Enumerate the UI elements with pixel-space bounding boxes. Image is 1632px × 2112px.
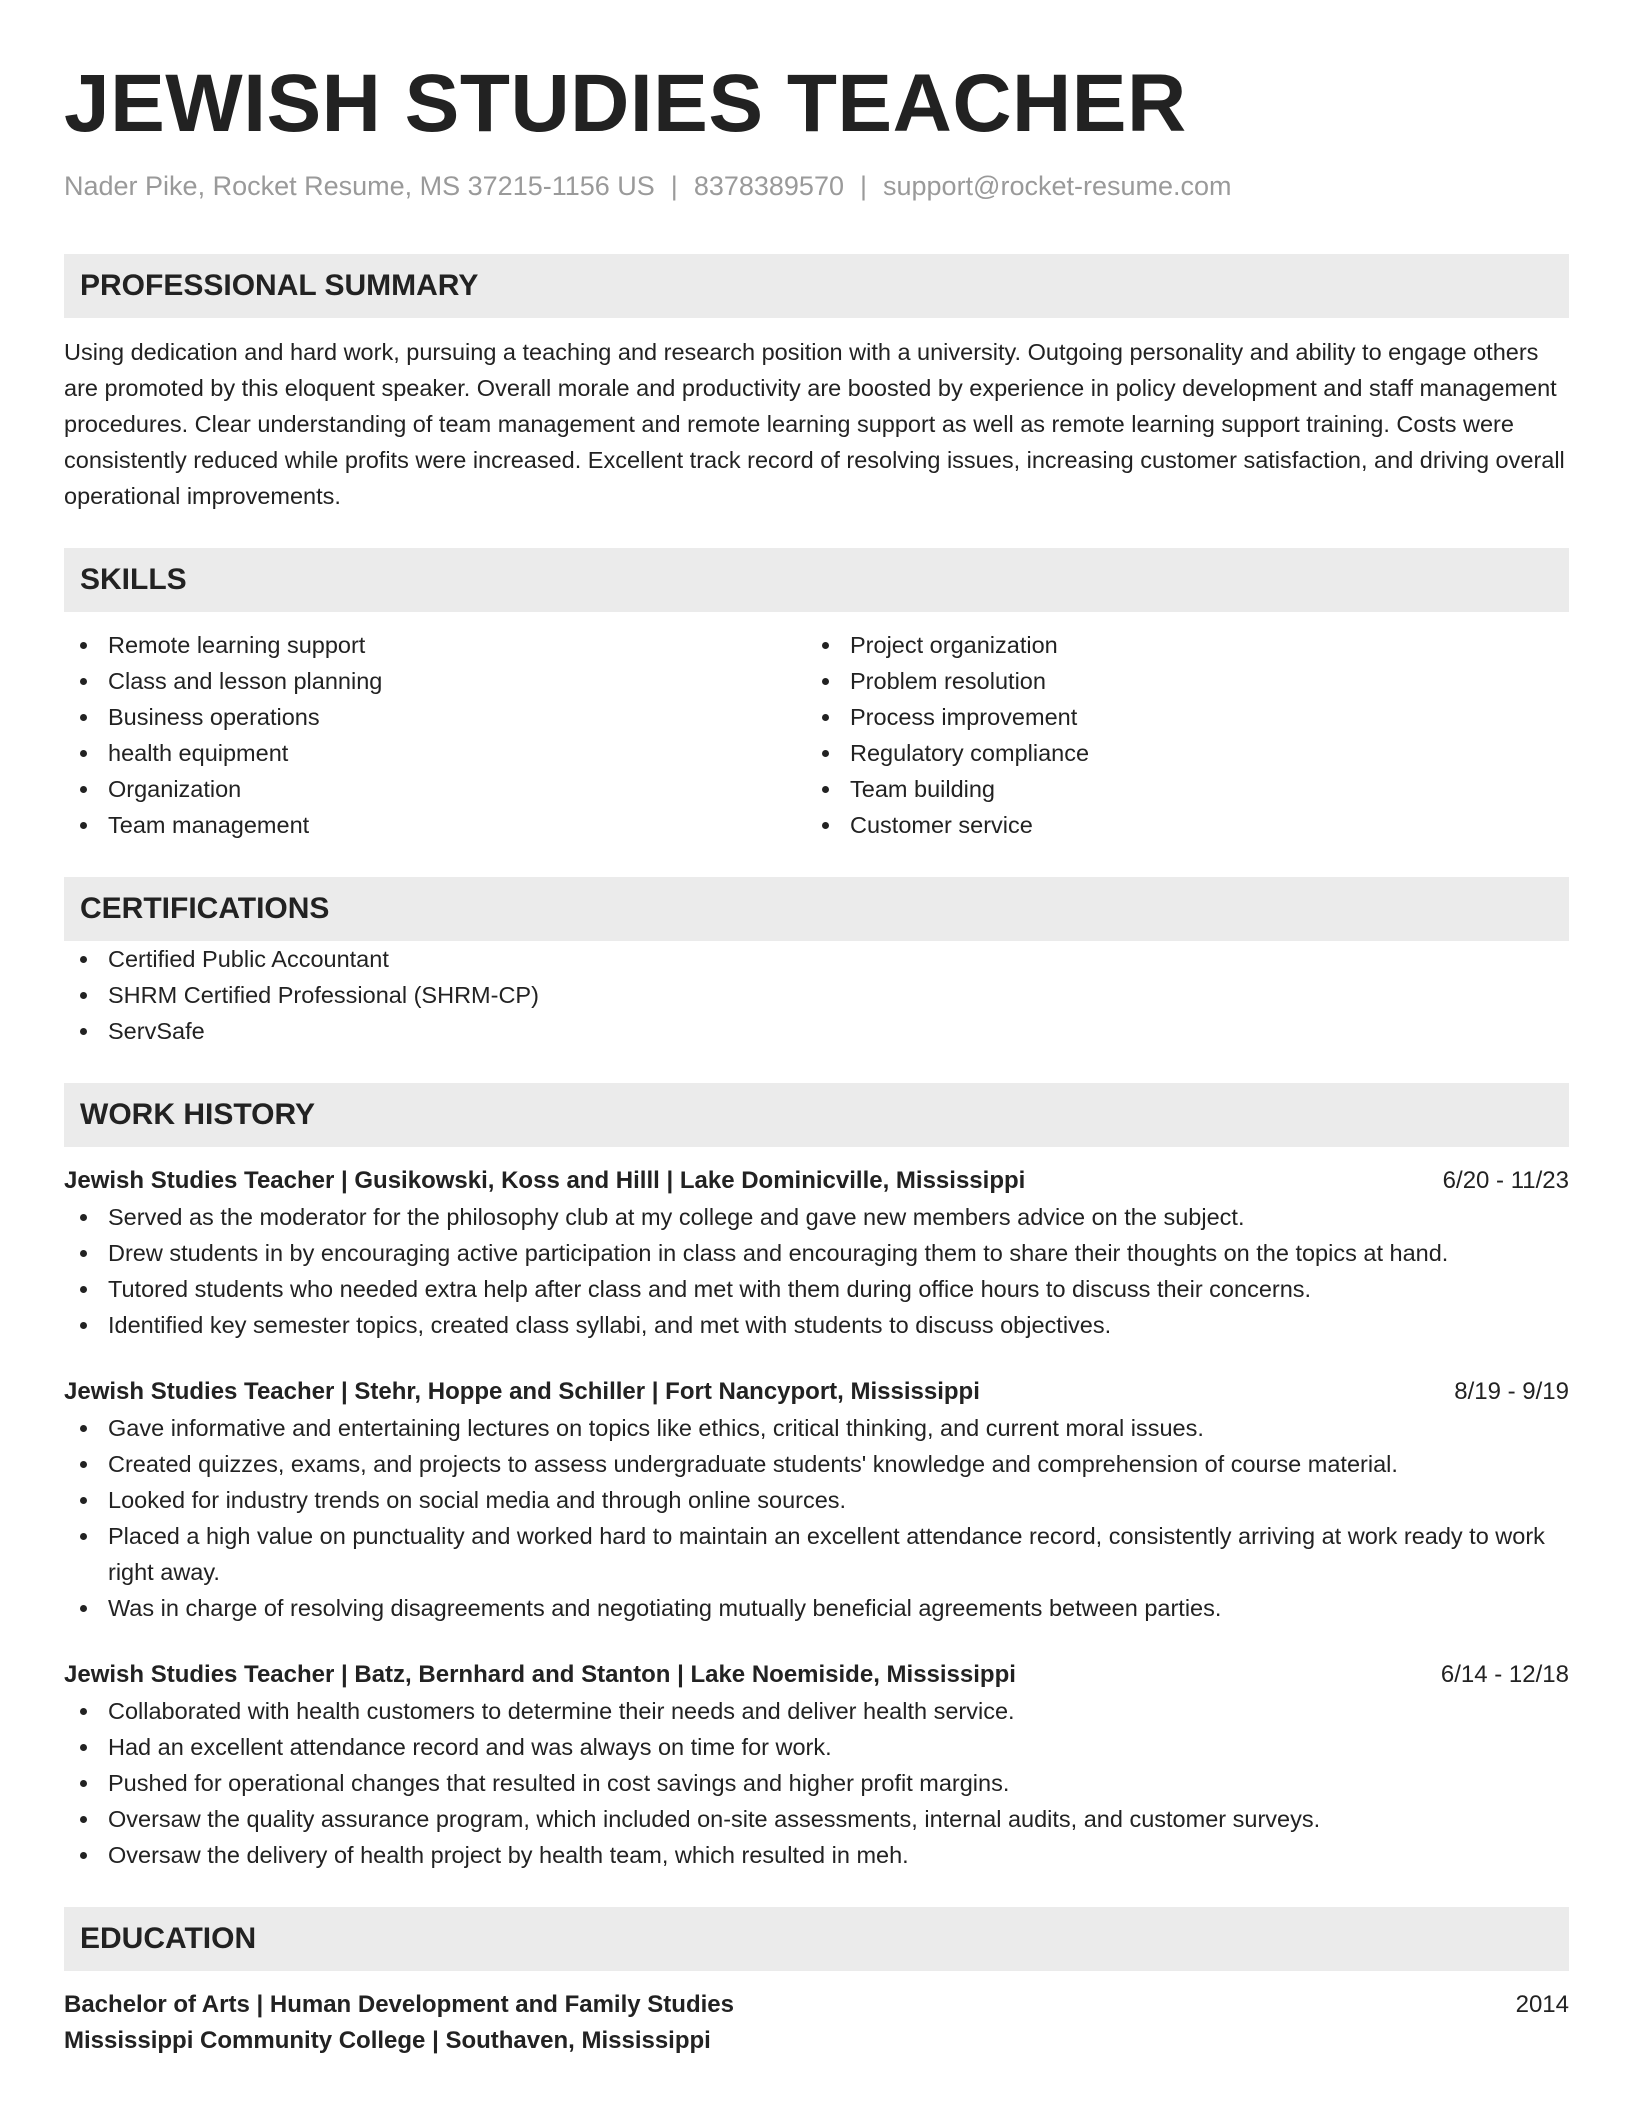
work-history-heading: WORK HISTORY	[64, 1083, 1569, 1147]
job-bullet: Tutored students who needed extra help after class and met with them during office hours to discuss their concerns.	[64, 1271, 1569, 1307]
job-bullet: Oversaw the delivery of health project by health team, which resulted in meh.	[64, 1837, 1569, 1873]
skills-list	[64, 627, 1569, 843]
skill-item: Problem resolution	[806, 663, 1548, 699]
education-degree: Bachelor of Arts | Human Development and Family Studies	[64, 1991, 734, 2018]
contact-address: Nader Pike, Rocket Resume, MS 37215-1156 US	[64, 171, 655, 201]
job-bullet: Oversaw the quality assurance program, which included on-site assessments, internal audits, and customer surveys.	[64, 1801, 1569, 1837]
job-bullet: Gave informative and entertaining lectures on topics like ethics, critical thinking, and current moral issues.	[64, 1410, 1569, 1446]
skill-item: Organization	[64, 771, 806, 807]
contact-line	[64, 168, 1569, 204]
job-bullet: Drew students in by encouraging active participation in class and encouraging them to share their thoughts on the topics at hand.	[64, 1235, 1569, 1271]
job-bullet: Collaborated with health customers to determine their needs and deliver health service.	[64, 1693, 1569, 1729]
job-bullet: Pushed for operational changes that resulted in cost savings and higher profit margins.	[64, 1765, 1569, 1801]
job-entry	[64, 1374, 1569, 1626]
certifications-heading: CERTIFICATIONS	[64, 877, 1569, 941]
job-header	[64, 1657, 1569, 1693]
certifications-list	[64, 941, 1569, 1049]
contact-separator: |	[670, 171, 678, 201]
contact-phone: 8378389570	[693, 171, 844, 201]
job-dates: 6/14 - 12/18	[1440, 1661, 1569, 1688]
resume-title: JEWISH STUDIES TEACHER	[64, 58, 1187, 149]
summary-text: Using dedication and hard work, pursuing a teaching and research position with a university. Outgoing personality and ability to engage others are promoted by this eloquent speaker. Overall morale and productivity are boosted by experience in policy development and staff management procedures. Clear understanding of team management and remote learning support as well as remote learning support training. Costs were consistently reduced while profits were increased. Excellent track record of resolving issues, increasing customer satisfaction, and driving overall operational improvements.	[64, 339, 1565, 509]
job-bullets	[64, 1199, 1569, 1343]
job-entry	[64, 1657, 1569, 1873]
job-header	[64, 1374, 1569, 1410]
education-school: Mississippi Community College | Southaven, Mississippi	[64, 2027, 711, 2054]
certification-item: SHRM Certified Professional (SHRM-CP)	[64, 977, 1569, 1013]
job-title: Jewish Studies Teacher | Batz, Bernhard and Stanton | Lake Noemiside, Mississippi	[64, 1661, 1016, 1688]
job-header	[64, 1163, 1569, 1199]
education-heading: EDUCATION	[64, 1907, 1569, 1971]
job-bullet: Identified key semester topics, created class syllabi, and met with students to discuss objectives.	[64, 1307, 1569, 1343]
skill-item: Remote learning support	[64, 627, 806, 663]
job-title: Jewish Studies Teacher | Stehr, Hoppe and Schiller | Fort Nancyport, Mississippi	[64, 1378, 980, 1405]
job-bullet: Placed a high value on punctuality and worked hard to maintain an excellent attendance record, consistently arriving at work ready to work right away.	[64, 1518, 1569, 1590]
skill-item: Project organization	[806, 627, 1548, 663]
job-bullet: Served as the moderator for the philosophy club at my college and gave new members advice on the subject.	[64, 1199, 1569, 1235]
job-dates: 8/19 - 9/19	[1454, 1378, 1569, 1405]
job-dates: 6/20 - 11/23	[1442, 1167, 1569, 1194]
contact-email: support@rocket-resume.com	[883, 171, 1232, 201]
job-title: Jewish Studies Teacher | Gusikowski, Koss and Hilll | Lake Dominicville, Mississippi	[64, 1167, 1026, 1194]
skill-item: Regulatory compliance	[806, 735, 1548, 771]
skill-item: Customer service	[806, 807, 1548, 843]
summary-heading: PROFESSIONAL SUMMARY	[64, 254, 1569, 318]
job-bullets	[64, 1693, 1569, 1873]
skill-item: Team building	[806, 771, 1548, 807]
contact-separator: |	[859, 171, 867, 201]
skill-item: health equipment	[64, 735, 806, 771]
skills-column-right	[806, 627, 1548, 843]
job-bullet: Created quizzes, exams, and projects to assess undergraduate students' knowledge and comprehension of course material.	[64, 1446, 1569, 1482]
job-bullet: Was in charge of resolving disagreements and negotiating mutually beneficial agreements between parties.	[64, 1590, 1569, 1626]
skill-item: Business operations	[64, 699, 806, 735]
certification-item: Certified Public Accountant	[64, 941, 1569, 977]
job-bullet: Had an excellent attendance record and was always on time for work.	[64, 1729, 1569, 1765]
skills-heading: SKILLS	[64, 548, 1569, 612]
job-entry	[64, 1163, 1569, 1343]
skill-item: Process improvement	[806, 699, 1548, 735]
certification-item: ServSafe	[64, 1013, 1569, 1049]
skills-column-left	[64, 627, 806, 843]
education-year: 2014	[1515, 1991, 1569, 2018]
job-bullet: Looked for industry trends on social media and through online sources.	[64, 1482, 1569, 1518]
skill-item: Team management	[64, 807, 806, 843]
education-header	[64, 1987, 1569, 2023]
job-bullets	[64, 1410, 1569, 1626]
skill-item: Class and lesson planning	[64, 663, 806, 699]
